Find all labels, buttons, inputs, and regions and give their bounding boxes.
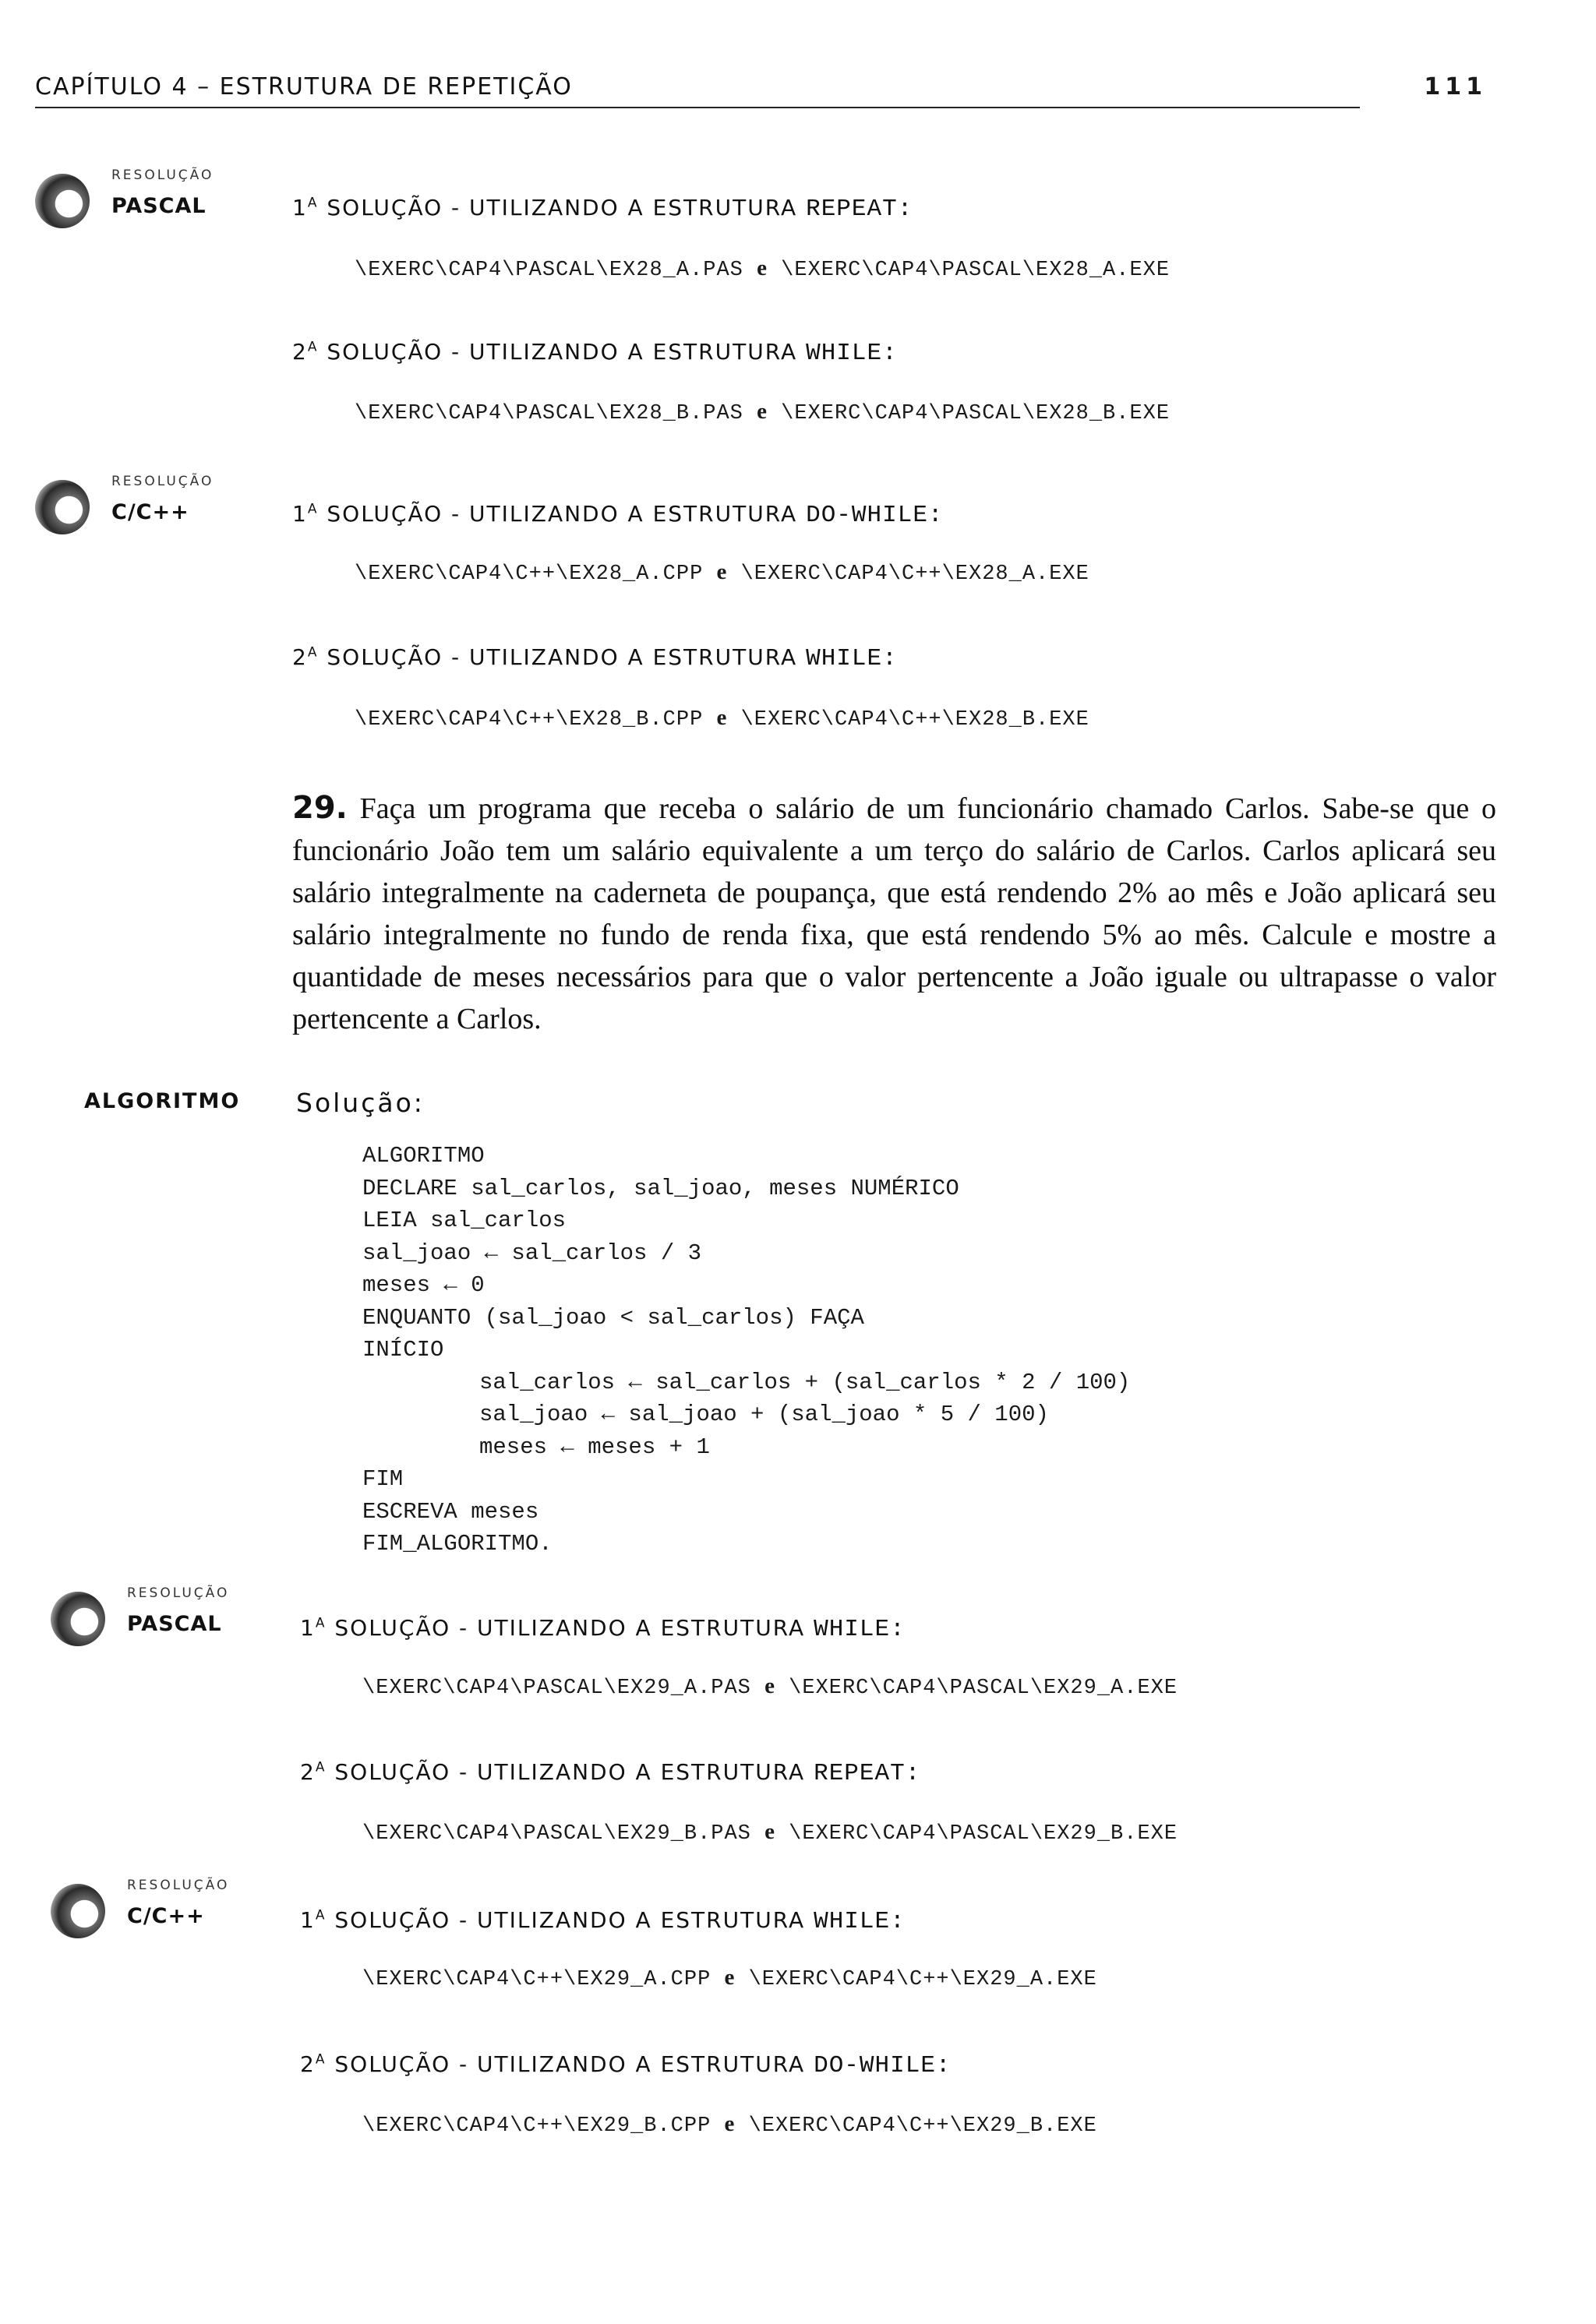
- solution-ordinal: $1^A$: [300, 1615, 327, 1641]
- solution-text: SOLUÇÃO - UTILIZANDO A ESTRUTURA: [334, 1615, 806, 1641]
- file-path: \EXERC\CAP4\PASCAL\EX29_B.PAS: [362, 1822, 751, 1846]
- exercise-29-statement: [292, 787, 1496, 1040]
- ex29-cpp-sol2-heading: [300, 2051, 952, 2079]
- file-path: \EXERC\CAP4\C++\EX28_B.EXE: [740, 708, 1089, 732]
- ex28-cpp-sol2-files: [355, 705, 1089, 732]
- file-path: \EXERC\CAP4\C++\EX29_B.EXE: [748, 2114, 1097, 2138]
- file-conjunction: e: [764, 1673, 775, 1698]
- ex29-pascal-sol2-heading: [300, 1759, 920, 1787]
- file-path: \EXERC\CAP4\C++\EX29_A.CPP: [362, 1968, 711, 1991]
- structure-keyword: DO-WHILE:: [806, 502, 944, 529]
- file-path: \EXERC\CAP4\C++\EX28_A.EXE: [740, 562, 1089, 586]
- solution-text: SOLUÇÃO - UTILIZANDO A ESTRUTURA: [327, 195, 798, 220]
- file-path: \EXERC\CAP4\PASCAL\EX28_B.PAS: [355, 402, 743, 425]
- file-conjunction: e: [724, 1965, 736, 1990]
- code-line: LEIA sal_carlos: [362, 1208, 567, 1233]
- file-path: \EXERC\CAP4\PASCAL\EX29_A.EXE: [789, 1677, 1178, 1700]
- code-line: meses ← 0: [362, 1272, 485, 1298]
- structure-keyword: WHILE:: [814, 1908, 906, 1935]
- file-conjunction: e: [757, 256, 768, 280]
- resolucao-pascal-badge-ex28: [35, 168, 269, 238]
- code-line: sal_carlos ← sal_carlos + (sal_carlos * 2 / 100): [479, 1369, 1131, 1395]
- solution-ordinal: $2^A$: [300, 2051, 327, 2077]
- algorithm-code: [362, 1140, 1130, 1561]
- resolucao-disc-icon: [51, 1884, 105, 1938]
- page-number: 111: [1424, 73, 1487, 101]
- badge-kicker: RESOLUÇÃO: [111, 168, 214, 183]
- exercise-number: 29.: [292, 790, 348, 826]
- solution-ordinal: $1^A$: [300, 1907, 327, 1933]
- badge-language: PASCAL: [127, 1612, 222, 1636]
- solution-text: SOLUÇÃO - UTILIZANDO A ESTRUTURA: [327, 644, 798, 670]
- ex28-pascal-sol1-files: [355, 256, 1170, 282]
- resolucao-disc-icon: [51, 1592, 105, 1646]
- badge-kicker: RESOLUÇÃO: [127, 1878, 230, 1893]
- badge-kicker: RESOLUÇÃO: [111, 474, 214, 489]
- solution-text: SOLUÇÃO - UTILIZANDO A ESTRUTURA: [334, 2051, 806, 2077]
- exercise-text: Faça um programa que receba o salário de um funcionário chamado Carlos. Sabe-se que o funcionário João tem um salário equivalente a um terço do salário de Carlos. Carlos aplicará seu salário integralmente na caderneta de poupança, que está rendendo 2% ao mês e João aplicará seu salário integralmente no fundo de renda fixa, que está rendendo 5% ao mês. Calcule e mostre a quantidade de meses necessários para que o valor pertencente a João iguale ou ultrapasse o valor pertencente a Carlos.: [292, 792, 1496, 1035]
- ex29-pascal-sol1-heading: [300, 1615, 906, 1643]
- structure-keyword: WHILE:: [806, 645, 898, 672]
- badge-language: C/C++: [111, 500, 189, 524]
- structure-keyword: REPEAT:: [806, 196, 913, 223]
- structure-keyword: REPEAT:: [814, 1760, 921, 1787]
- file-path: \EXERC\CAP4\PASCAL\EX28_A.EXE: [781, 259, 1171, 282]
- file-conjunction: e: [716, 559, 728, 584]
- header-rule: [35, 107, 1360, 108]
- file-path: \EXERC\CAP4\PASCAL\EX29_A.PAS: [362, 1677, 751, 1700]
- file-path: \EXERC\CAP4\C++\EX29_B.CPP: [362, 2114, 711, 2138]
- code-line: INÍCIO: [362, 1337, 444, 1363]
- solution-text: SOLUÇÃO - UTILIZANDO A ESTRUTURA: [334, 1907, 806, 1933]
- solution-ordinal: $1^A$: [292, 501, 319, 527]
- file-path: \EXERC\CAP4\PASCAL\EX28_A.PAS: [355, 259, 743, 282]
- code-line: ESCREVA meses: [362, 1498, 539, 1525]
- resolucao-pascal-badge-ex29: [51, 1585, 284, 1656]
- solucao-label: Solução:: [296, 1088, 425, 1118]
- solution-ordinal: $2^A$: [300, 1759, 327, 1785]
- badge-language: PASCAL: [111, 194, 207, 218]
- solution-ordinal: $2^A$: [292, 644, 319, 670]
- ex28-cpp-sol1-heading: [292, 501, 944, 529]
- file-conjunction: e: [757, 399, 768, 424]
- file-path: \EXERC\CAP4\PASCAL\EX29_B.EXE: [789, 1822, 1178, 1846]
- resolucao-disc-icon: [35, 174, 90, 228]
- resolucao-cpp-badge-ex29: [51, 1878, 284, 1948]
- code-line: FIM_ALGORITMO.: [362, 1531, 553, 1557]
- file-conjunction: e: [716, 705, 728, 730]
- resolucao-cpp-badge-ex28: [35, 474, 269, 544]
- solution-ordinal: $1^A$: [292, 195, 319, 220]
- file-conjunction: e: [724, 2111, 736, 2136]
- chapter-title: CAPÍTULO 4 – ESTRUTURA DE REPETIÇÃO: [35, 73, 573, 101]
- ex28-pascal-sol2-files: [355, 399, 1170, 425]
- file-path: \EXERC\CAP4\C++\EX28_A.CPP: [355, 562, 704, 586]
- solution-text: SOLUÇÃO - UTILIZANDO A ESTRUTURA: [334, 1759, 806, 1785]
- ex29-cpp-sol1-files: [362, 1965, 1097, 1991]
- code-line: sal_joao ← sal_joao + (sal_joao * 5 / 100): [479, 1402, 1049, 1427]
- ex29-pascal-sol1-files: [362, 1673, 1178, 1700]
- file-path: \EXERC\CAP4\C++\EX28_B.CPP: [355, 708, 704, 732]
- solution-text: SOLUÇÃO - UTILIZANDO A ESTRUTURA: [327, 501, 798, 527]
- code-line: FIM: [362, 1466, 404, 1492]
- solution-ordinal: $2^A$: [292, 339, 319, 365]
- file-path: \EXERC\CAP4\C++\EX29_A.EXE: [748, 1968, 1097, 1991]
- code-line: ALGORITMO: [362, 1143, 485, 1169]
- code-line: meses ← meses + 1: [479, 1434, 710, 1460]
- solution-text: SOLUÇÃO - UTILIZANDO A ESTRUTURA: [327, 339, 798, 365]
- ex28-cpp-sol1-files: [355, 559, 1089, 586]
- structure-keyword: DO-WHILE:: [814, 2052, 952, 2079]
- ex28-cpp-sol2-heading: [292, 644, 898, 672]
- structure-keyword: WHILE:: [814, 1616, 906, 1643]
- ex29-pascal-sol2-files: [362, 1819, 1178, 1846]
- badge-language: C/C++: [127, 1904, 205, 1928]
- file-path: \EXERC\CAP4\PASCAL\EX28_B.EXE: [781, 402, 1171, 425]
- ex28-pascal-sol2-heading: [292, 339, 898, 367]
- algoritmo-badge: ALGORITMO: [84, 1089, 241, 1113]
- structure-keyword: WHILE:: [806, 340, 898, 367]
- code-line: DECLARE sal_carlos, sal_joao, meses NUMÉRICO: [362, 1175, 959, 1201]
- code-line: sal_joao ← sal_carlos / 3: [362, 1240, 702, 1266]
- badge-kicker: RESOLUÇÃO: [127, 1585, 230, 1601]
- ex28-pascal-sol1-heading: [292, 195, 913, 223]
- code-line: ENQUANTO (sal_joao < sal_carlos) FAÇA: [362, 1304, 864, 1331]
- file-conjunction: e: [764, 1819, 775, 1844]
- resolucao-disc-icon: [35, 480, 90, 534]
- ex29-cpp-sol2-files: [362, 2111, 1097, 2138]
- ex29-cpp-sol1-heading: [300, 1907, 906, 1935]
